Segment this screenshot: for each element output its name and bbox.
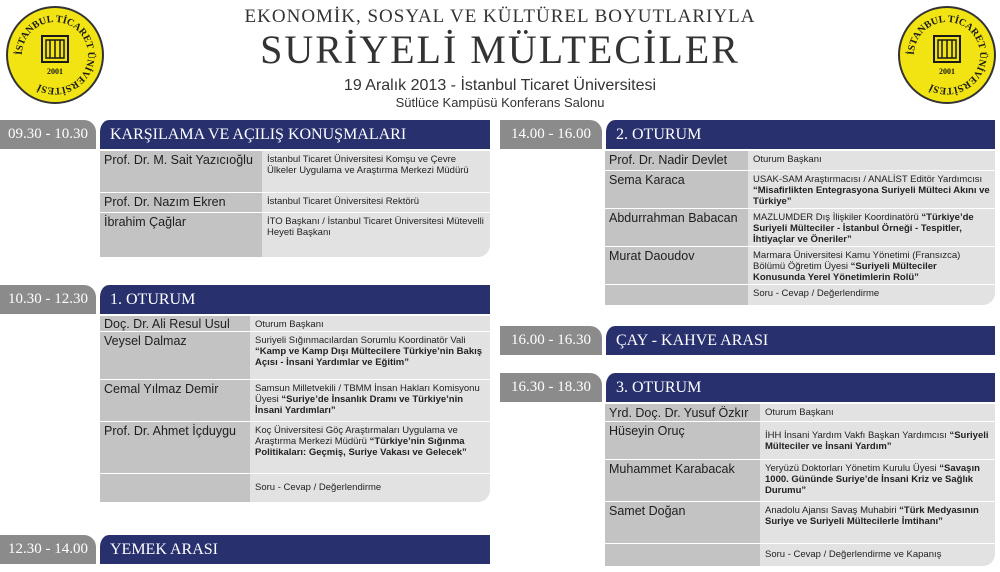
session-title: 2. OTURUM: [603, 120, 995, 149]
program-row: Prof. Dr. Nazım Ekren İstanbul Ticaret Üniversitesi Rektörü: [100, 193, 490, 213]
svg-text:2001: 2001: [47, 67, 63, 76]
program-row: Doç. Dr. Ali Resul Usul Oturum Başkanı: [100, 316, 490, 332]
event-venue: Sütlüce Kampüsü Konferans Salonu: [395, 95, 605, 110]
program-row: Samet Doğan Anadolu Ajansı Savaş Muhabiri “Türk Medyasının Suriye ve Suriyeli Mültecilerle İmtihanı”: [605, 502, 995, 544]
university-logo-right: [898, 6, 996, 104]
program-row: Cemal Yılmaz Demir Samsun Milletvekili / TBMM İnsan Hakları Komisyonu Üyesi “Suriye’de İnsanlık Dramı ve Türkiye’nin İnsani Yardımları”: [100, 380, 490, 422]
program-row: Prof. Dr. Nadir Devlet Oturum Başkanı: [605, 151, 995, 171]
session-time: 12.30 - 14.00: [0, 535, 96, 564]
program-row: Murat Daoudov Marmara Üniversitesi Kamu Yönetimi (Fransızca) Bölümü Öğretim Üyesi “Suriyeli Mülteciler Konusunda Yerel Yönetimlerin Rolü”: [605, 247, 995, 285]
program-row: Sema Karaca USAK-SAM Araştırmacısı / ANALİST Editör Yardımcısı “Misafirlikten Entegrasyona Suriyeli Mülteci Akını ve Türkiye”: [605, 171, 995, 209]
university-seal-icon: [8, 8, 102, 102]
program-row: Prof. Dr. M. Sait Yazıcıoğlu İstanbul Ticaret Üniversitesi Komşu ve Çevre Ülkeler Uygulama ve Araştırma Merkezi Müdürü: [100, 151, 490, 193]
program-row: Muhammet Karabacak Yeryüzü Doktorları Yönetim Kurulu Üyesi “Savaşın 1000. Gününde Suriye’de İnsani Kriz ve Sağlık Durumu”: [605, 460, 995, 502]
session-time: 16.30 - 18.30: [500, 373, 602, 402]
university-seal-icon: [900, 8, 994, 102]
university-logo-left: [6, 6, 104, 104]
program-row: Soru - Cevap / Değerlendirme: [100, 474, 490, 502]
event-title: SURİYELİ MÜLTECİLER: [260, 27, 740, 72]
session-time: 09.30 - 10.30: [0, 120, 96, 149]
program-row: Prof. Dr. Ahmet İçduygu Koç Üniversitesi Göç Araştırmaları Uygulama ve Araştırma Merkezi Müdürü “Türkiye’nin Sığınma Politikaları: Geçmiş, Suriye Vakası ve Gelecek”: [100, 422, 490, 474]
session-title: KARŞILAMA VE AÇILIŞ KONUŞMALARI: [97, 120, 490, 149]
session-title: YEMEK ARASI: [97, 535, 490, 564]
event-subtitle: EKONOMİK, SOSYAL VE KÜLTÜREL BOYUTLARIYLA: [244, 6, 756, 27]
program-row: Veysel Dalmaz Suriyeli Sığınmacılardan Sorumlu Koordinatör Vali “Kamp ve Kamp Dışı Mültecilere Türkiye’nin Bakış Açısı - İnsani Yardımlar ve Eğitim”: [100, 332, 490, 380]
svg-text:İSTANBUL TİCARET ÜNİVERSİTESİ: İSTANBUL TİCARET ÜNİVERSİTESİ: [905, 13, 989, 97]
session-time: 10.30 - 12.30: [0, 285, 96, 314]
program-row: Hüseyin Oruç İHH İnsani Yardım Vakfı Başkan Yardımcısı “Suriyeli Mülteciler ve İnsani Yardım”: [605, 422, 995, 460]
session-title: ÇAY - KAHVE ARASI: [603, 326, 995, 355]
program-row: Yrd. Doç. Dr. Yusuf Özkır Oturum Başkanı: [605, 404, 995, 422]
program-row: İbrahim Çağlar İTO Başkanı / İstanbul Ticaret Üniversitesi Mütevelli Heyeti Başkanı: [100, 213, 490, 257]
session-title: 3. OTURUM: [603, 373, 995, 402]
svg-text:2001: 2001: [939, 67, 955, 76]
program-row: Soru - Cevap / Değerlendirme ve Kapanış: [605, 544, 995, 566]
session-time: 14.00 - 16.00: [500, 120, 602, 149]
svg-text:İSTANBUL TİCARET ÜNİVERSİTESİ: İSTANBUL TİCARET ÜNİVERSİTESİ: [13, 13, 97, 97]
program-row: Soru - Cevap / Değerlendirme: [605, 285, 995, 305]
session-time: 16.00 - 16.30: [500, 326, 602, 355]
session-title: 1. OTURUM: [97, 285, 490, 314]
program-row: Abdurrahman Babacan MAZLUMDER Dış İlişkiler Koordinatörü “Türkiye’de Suriyeli Mülteciler - İstanbul Örneği - Tespitler, İhtiyaçlar ve Öneriler”: [605, 209, 995, 247]
event-date: 19 Aralık 2013 - İstanbul Ticaret Üniversitesi: [343, 77, 657, 94]
